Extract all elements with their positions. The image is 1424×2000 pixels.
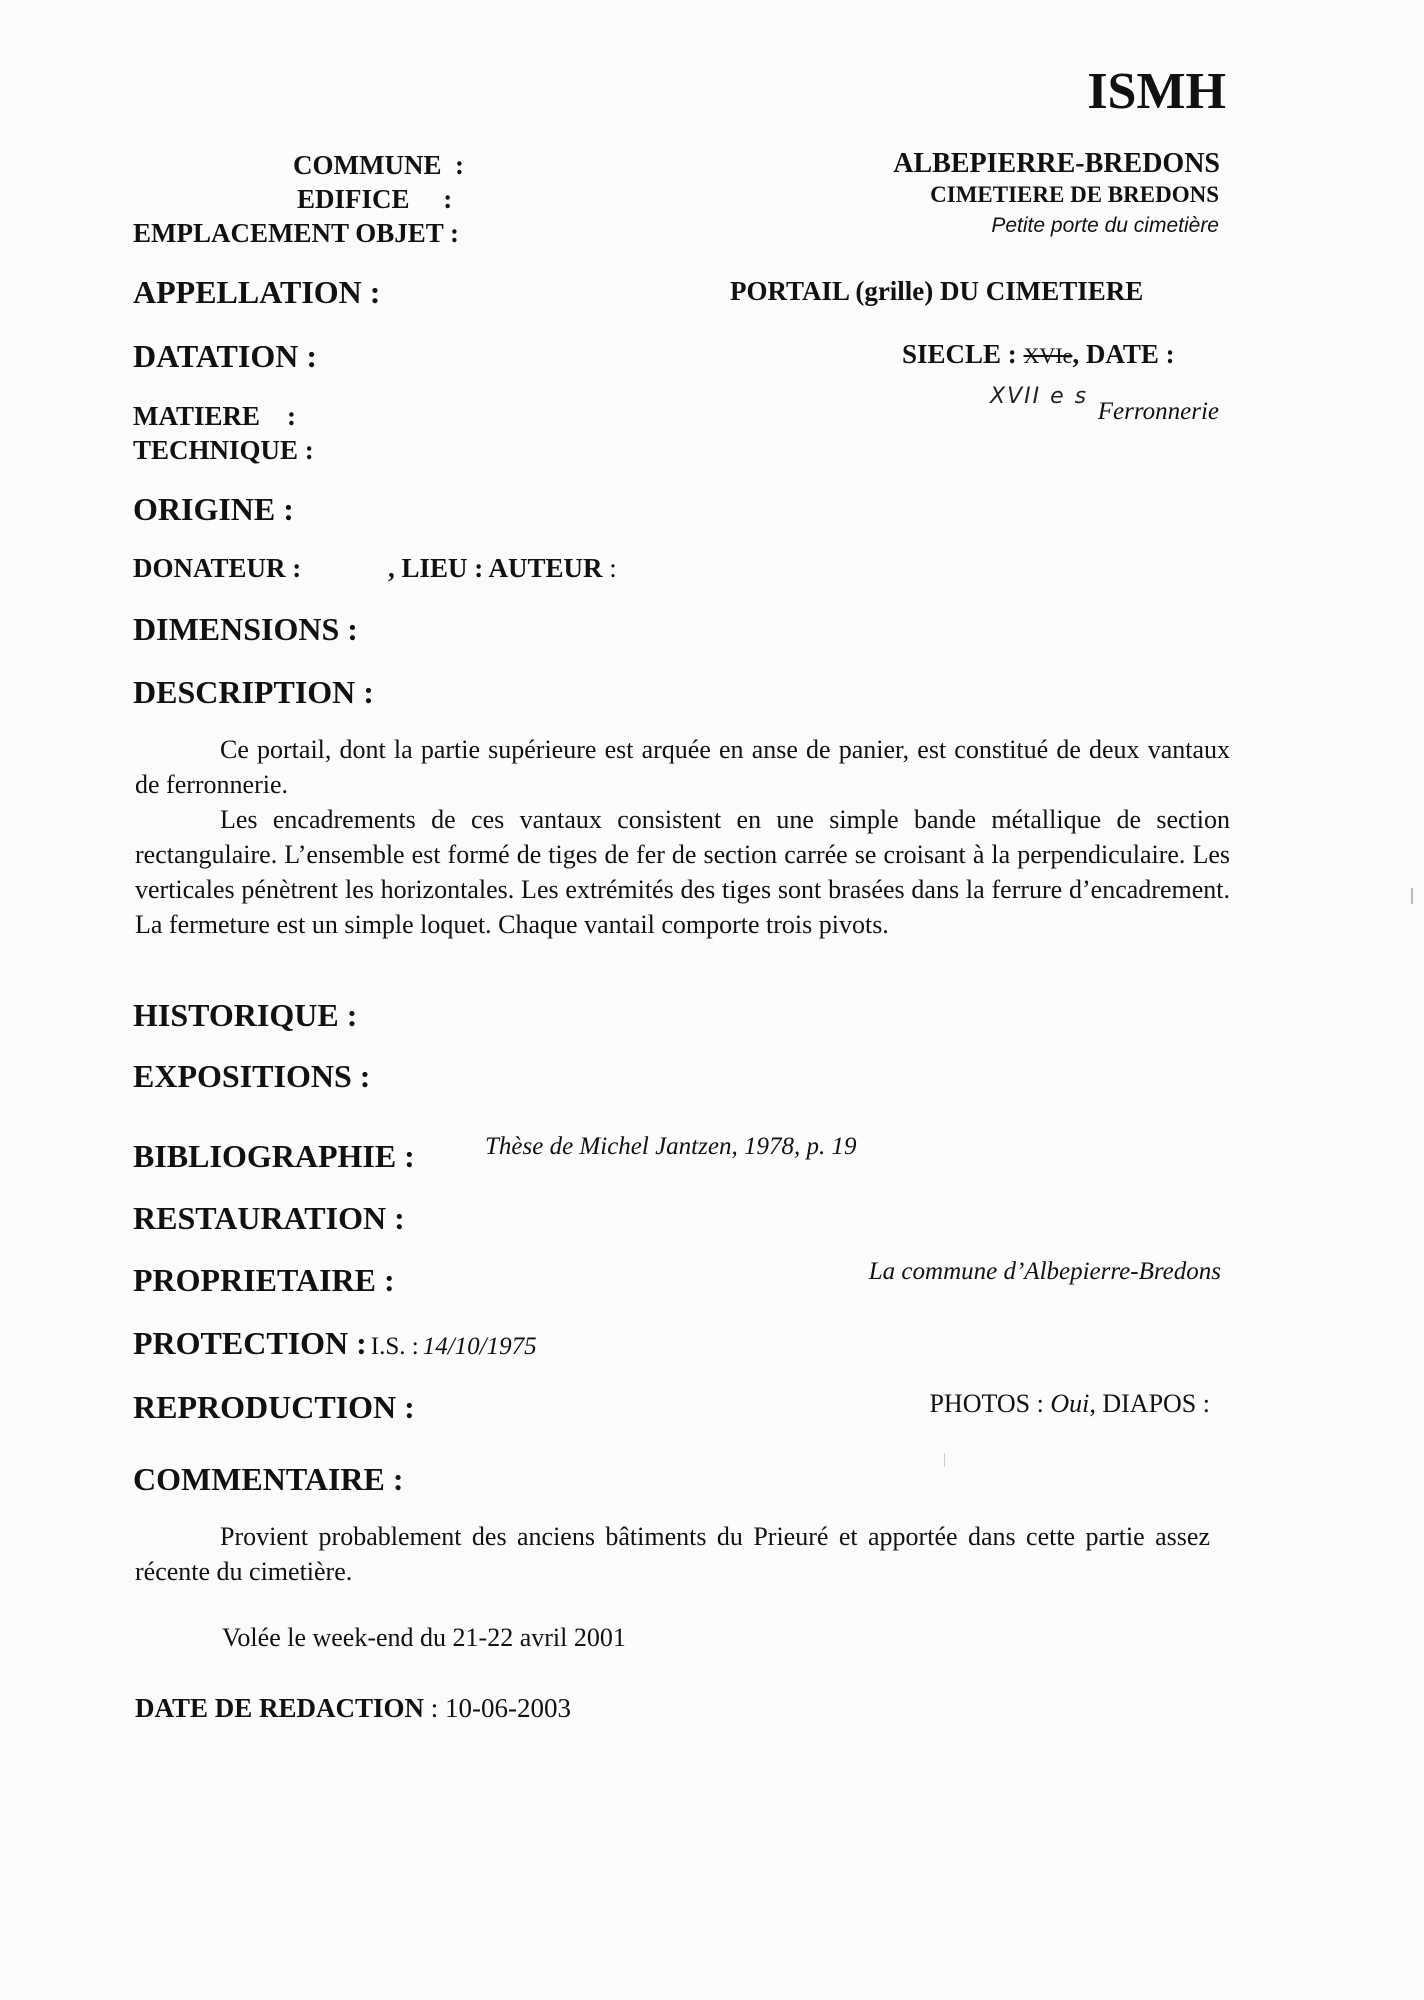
commune-value: ALBEPIERRE-BREDONS: [893, 148, 1220, 179]
protection-type: I.S. :: [370, 1333, 419, 1360]
description-paragraph: Les encadrements de ces vantaux consistent en une simple bande métallique de section rectangulaire. L’ensemble est formé de tiges de fer de section carrée se croisant à la perpendiculaire. Les verticales pénètrent les horizontales. Les extrémités des tiges sont brasées dans la ferrure d’encadrement. La fermeture est un simple loquet. Chaque vantail comporte trois pivots.: [135, 805, 1230, 939]
proprietaire-value: La commune d’Albepierre-Bredons: [868, 1258, 1221, 1285]
emplacement-label: EMPLACEMENT OBJET :: [133, 218, 460, 248]
appellation-value: PORTAIL (grille) DU CIMETIERE: [730, 276, 1144, 306]
redaction-row: [135, 1693, 571, 1724]
photos-label: PHOTOS :: [929, 1389, 1044, 1418]
reproduction-details: [929, 1389, 1210, 1419]
photos-value: Oui,: [1050, 1389, 1096, 1418]
protection-row: [133, 1325, 537, 1362]
dimensions-label: DIMENSIONS :: [133, 611, 358, 647]
appellation-label: APPELLATION :: [133, 274, 381, 310]
diapos-label: DIAPOS :: [1102, 1389, 1210, 1418]
donateur-row: [133, 553, 301, 584]
document-title: ISMH: [1087, 63, 1226, 120]
siecle-label: SIECLE :: [902, 339, 1017, 369]
auteur-colon: :: [609, 553, 617, 583]
redaction-value: : 10-06-2003: [430, 1693, 572, 1723]
technique-label: TECHNIQUE :: [133, 435, 314, 465]
description-label: DESCRIPTION :: [133, 674, 374, 710]
bibliographie-value: Thèse de Michel Jantzen, 1978, p. 19: [485, 1133, 857, 1160]
bibliographie-label: BIBLIOGRAPHIE :: [133, 1138, 415, 1174]
protection-label: PROTECTION :: [133, 1325, 367, 1361]
emplacement-value: Petite porte du cimetière: [991, 214, 1219, 237]
scan-mark: [1411, 888, 1413, 904]
protection-date: 14/10/1975: [422, 1333, 537, 1360]
siecle-struck-value: XVIe: [1023, 343, 1073, 368]
date-label: , DATE :: [1072, 339, 1175, 369]
handwritten-century: XVII e s: [990, 384, 1089, 409]
historique-label: HISTORIQUE :: [133, 997, 358, 1033]
siecle-row: [902, 339, 1175, 370]
matiere-label: MATIERE :: [133, 401, 297, 431]
origine-label: ORIGINE :: [133, 491, 294, 527]
redaction-label: DATE DE REDACTION: [135, 1693, 425, 1723]
scan-mark: [944, 1453, 945, 1467]
datation-label: DATATION :: [133, 338, 317, 374]
commentaire-text: [135, 1519, 1210, 1589]
commentaire-label: COMMENTAIRE :: [133, 1461, 404, 1497]
matiere-value: Ferronnerie: [1097, 398, 1219, 425]
commentaire-paragraph: Provient probablement des anciens bâtiments du Prieuré et apportée dans cette partie assez récente du cimetière.: [135, 1522, 1210, 1586]
edifice-label: EDIFICE :: [297, 184, 453, 214]
commentaire-note: Volée le week-end du 21-22 avril 2001: [222, 1623, 626, 1652]
reproduction-label: REPRODUCTION :: [133, 1389, 415, 1425]
lieu-auteur-row: [388, 553, 617, 584]
description-text: [135, 732, 1230, 942]
lieu-label: , LIEU: [388, 553, 468, 583]
auteur-label: : AUTEUR: [474, 553, 603, 583]
donateur-label: DONATEUR :: [133, 553, 302, 583]
description-paragraph: Ce portail, dont la partie supérieure est arquée en anse de panier, est constitué de deux vantaux de ferronnerie.: [135, 735, 1230, 799]
restauration-label: RESTAURATION :: [133, 1200, 405, 1236]
commune-label: COMMUNE :: [293, 150, 464, 180]
edifice-value: CIMETIERE DE BREDONS: [930, 182, 1219, 207]
proprietaire-label: PROPRIETAIRE :: [133, 1262, 395, 1298]
expositions-label: EXPOSITIONS :: [133, 1058, 371, 1094]
